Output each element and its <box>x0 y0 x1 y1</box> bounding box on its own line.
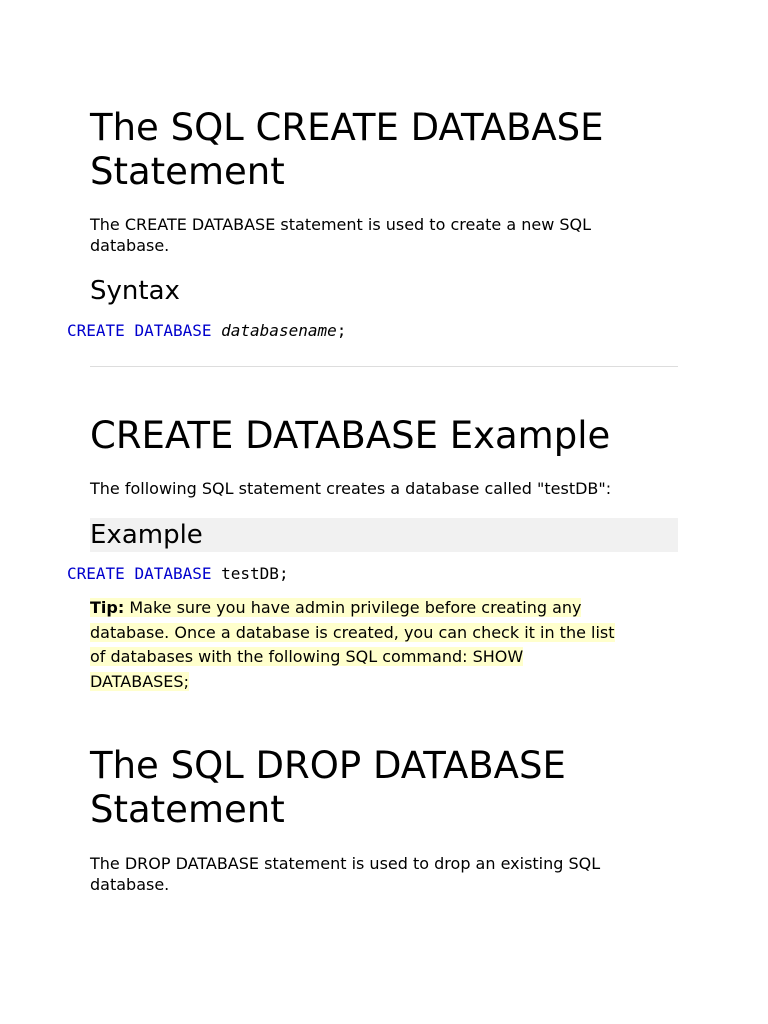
syntax-code <box>67 321 346 341</box>
tip-line: of databases with the following SQL command: SHOW <box>90 647 524 666</box>
title-line: The SQL DROP DATABASE <box>90 744 566 787</box>
section-divider <box>90 366 678 367</box>
title-line: Statement <box>90 788 285 831</box>
tip-line: database. Once a database is created, you can check it in the list <box>90 622 615 642</box>
title-line: Statement <box>90 150 285 193</box>
code-terminator: ; <box>336 321 347 340</box>
drop-database-description <box>90 853 680 895</box>
example-code <box>67 564 289 584</box>
tip-note <box>90 596 680 694</box>
code-value: testDB; <box>221 564 289 583</box>
code-keyword: DATABASE <box>134 321 212 340</box>
tip-label: Tip: <box>90 598 125 617</box>
description-line: database. <box>90 875 170 894</box>
tip-line: DATABASES; <box>90 671 189 691</box>
example-header-bar <box>90 518 678 552</box>
code-identifier: databasename <box>221 321 337 340</box>
description-line: The CREATE DATABASE statement is used to create a new SQL <box>90 215 592 234</box>
tip-text: Make sure you have admin privilege before creating any <box>124 598 582 617</box>
syntax-heading: Syntax <box>90 276 180 306</box>
example-description: The following SQL statement creates a database called "testDB": <box>90 479 612 498</box>
create-database-title <box>90 106 690 194</box>
example-label: Example <box>90 520 203 550</box>
description-line: The DROP DATABASE statement is used to drop an existing SQL <box>90 854 601 873</box>
code-keyword: DATABASE <box>134 564 212 583</box>
tip-line <box>90 598 581 617</box>
title-line: The SQL CREATE DATABASE <box>90 106 604 149</box>
create-database-example-title: CREATE DATABASE Example <box>90 414 611 457</box>
code-keyword: CREATE <box>67 564 125 583</box>
create-database-description <box>90 214 680 256</box>
drop-database-title <box>90 744 690 832</box>
description-line: database. <box>90 236 170 255</box>
code-keyword: CREATE <box>67 321 125 340</box>
